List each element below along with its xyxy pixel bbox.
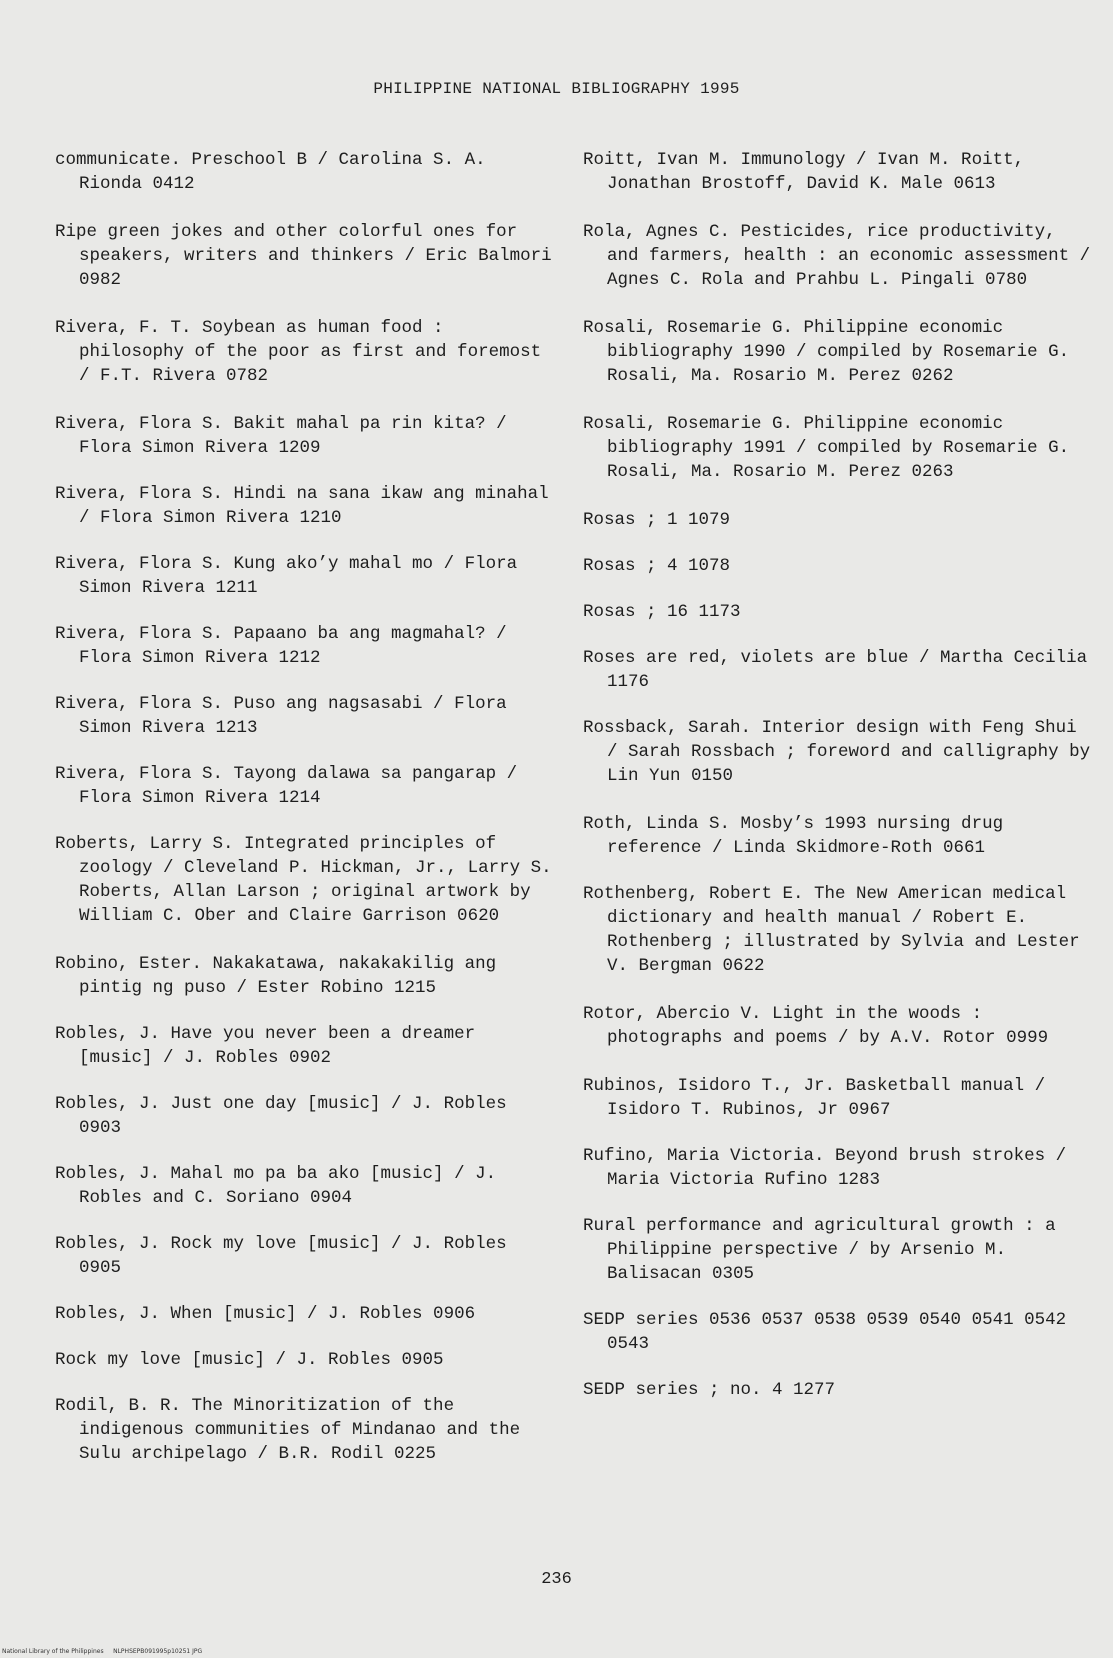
bibliography-entry: Roses are red, violets are blue / Martha Cecilia 1176	[583, 648, 1088, 692]
bibliography-entry: Rufino, Maria Victoria. Beyond brush strokes / Maria Victoria Rufino 1283	[583, 1146, 1067, 1190]
page-title: PHILIPPINE NATIONAL BIBLIOGRAPHY 1995	[373, 80, 740, 98]
bibliography-entry: Rosas ; 16 1173	[583, 602, 741, 622]
bibliography-entry: communicate. Preschool B / Carolina S. A. Rionda 0412	[55, 150, 486, 194]
bibliography-entry: Rivera, Flora S. Puso ang nagsasabi / Flora Simon Rivera 1213	[55, 694, 507, 738]
bibliography-entry: Rivera, Flora S. Tayong dalawa sa pangarap / Flora Simon Rivera 1214	[55, 764, 518, 808]
bibliography-entry: Rosas ; 1 1079	[583, 510, 731, 530]
bibliography-entry: SEDP series ; no. 4 1277	[583, 1380, 836, 1400]
bibliography-entry: Robles, J. Just one day [music] / J. Robles 0903	[55, 1094, 507, 1138]
bibliography-entry: Robles, J. When [music] / J. Robles 0906	[55, 1304, 476, 1324]
bibliography-entry: Rivera, Flora S. Kung ako’y mahal mo / Flora Simon Rivera 1211	[55, 554, 518, 598]
bibliography-entry: Roth, Linda S. Mosby’s 1993 nursing drug reference / Linda Skidmore-Roth 0661	[583, 814, 1004, 858]
page-number: 236	[541, 1570, 572, 1589]
bibliography-entry: Rosas ; 4 1078	[583, 556, 731, 576]
bibliography-entry: Rock my love [music] / J. Robles 0905	[55, 1350, 444, 1370]
scan-footer: National Library of the Philippines NLPHSEPB091995p10251 JPG	[2, 1648, 203, 1655]
bibliography-entry: Rotor, Abercio V. Light in the woods : photographs and poems / by A.V. Rotor 0999	[583, 1004, 1049, 1048]
bibliography-entry: Rothenberg, Robert E. The New American medical dictionary and health manual / Robert E. Rothenberg ; illustrated by Sylvia and Lester V. Bergman 0622	[583, 884, 1080, 976]
bibliography-entry: Roitt, Ivan M. Immunology / Ivan M. Roitt, Jonathan Brostoff, David K. Male 0613	[583, 150, 1025, 194]
bibliography-entry: Robino, Ester. Nakakatawa, nakakakilig ang pintig ng puso / Ester Robino 1215	[55, 954, 497, 998]
bibliography-entry: Rivera, Flora S. Bakit mahal pa rin kita? / Flora Simon Rivera 1209	[55, 414, 507, 458]
bibliography-entry: Rossback, Sarah. Interior design with Feng Shui / Sarah Rossbach ; foreword and calligraphy by Lin Yun 0150	[583, 718, 1091, 786]
bibliography-entry: Robles, J. Have you never been a dreamer [music] / J. Robles 0902	[55, 1024, 476, 1068]
bibliography-entry: Rivera, Flora S. Hindi na sana ikaw ang minahal / Flora Simon Rivera 1210	[55, 484, 549, 528]
bibliography-entry: Robles, J. Mahal mo pa ba ako [music] / J. Robles and C. Soriano 0904	[55, 1164, 497, 1208]
bibliography-entry: Rivera, Flora S. Papaano ba ang magmahal? / Flora Simon Rivera 1212	[55, 624, 507, 668]
bibliography-entry: Rosali, Rosemarie G. Philippine economic bibliography 1991 / compiled by Rosemarie G. Rosali, Ma. Rosario M. Perez 0263	[583, 414, 1070, 482]
right-column	[583, 148, 1093, 1424]
bibliography-entry: Rodil, B. R. The Minoritization of the indigenous communities of Mindanao and the Sulu archipelago / B.R. Rodil 0225	[55, 1396, 521, 1464]
bibliography-entry: Rubinos, Isidoro T., Jr. Basketball manual / Isidoro T. Rubinos, Jr 0967	[583, 1076, 1046, 1120]
bibliography-entry: Rola, Agnes C. Pesticides, rice productivity, and farmers, health : an economic assessment / Agnes C. Rola and Prahbu L. Pingali 0780	[583, 222, 1091, 290]
bibliography-entry: Rural performance and agricultural growth : a Philippine perspective / by Arsenio M. Balisacan 0305	[583, 1216, 1056, 1284]
bibliography-entry: Rosali, Rosemarie G. Philippine economic bibliography 1990 / compiled by Rosemarie G. Rosali, Ma. Rosario M. Perez 0262	[583, 318, 1070, 386]
left-column	[55, 148, 555, 1490]
bibliography-entry: Robles, J. Rock my love [music] / J. Robles 0905	[55, 1234, 507, 1278]
bibliography-entry: Roberts, Larry S. Integrated principles of zoology / Cleveland P. Hickman, Jr., Larry S. Roberts, Allan Larson ; original artwork by William C. Ober and Claire Garrison 0620	[55, 834, 552, 926]
bibliography-entry: Rivera, F. T. Soybean as human food : philosophy of the poor as first and foremost / F.T. Rivera 0782	[55, 318, 542, 386]
bibliography-entry: Ripe green jokes and other colorful ones for speakers, writers and thinkers / Eric Balmori 0982	[55, 222, 552, 290]
bibliography-entry: SEDP series 0536 0537 0538 0539 0540 0541 0542 0543	[583, 1310, 1067, 1354]
